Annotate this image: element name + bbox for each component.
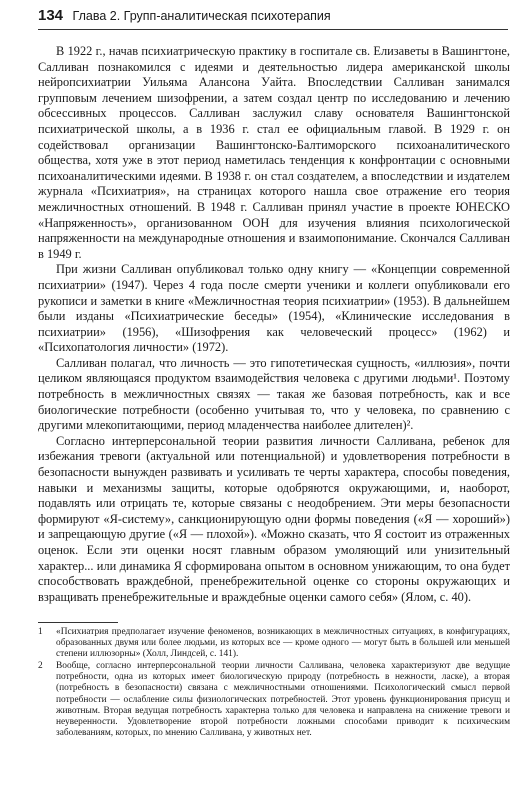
footnote-text: «Психиатрия предполагает изучение феноменов, возникающих в межличностных ситуациях, в конфигурациях, образованных двумя или более людьми, из которых все — кроме одного — могут быть в большей или меньшей степени иллюзорны» (Холл, Линдсей, с. 141). <box>56 627 510 660</box>
footnote-number: 2 <box>38 661 43 672</box>
paragraph: При жизни Салливан опубликовал только одну книгу — «Концепции современной психиатрии» (1947). Через 4 года после смерти ученики и коллеги опубликовали его рукописи и заметки в книге «Межличностная теория психиатрии» (1953). В дальнейшем были изданы «Психиатрические беседы» (1954), «Клинические исследования в психиатрии» (1956), «Шизофрения как человеческий процесс» (1962) и «Психопатология личности» (1972). <box>38 262 510 355</box>
footnote-text: Вообще, согласно интерперсональной теории личности Салливана, человека характеризуют две ведущие потребности, одна из которых имеет биологическую природу (потребность в нежности, ласке), а вторая (потребность в безопасности) связана с межличностными отношениями. Психологический смысл первой потребности — ослабление силы физиологических потребностей. Этот уровень функционирования присущ и животным. Вторая ведущая потребность характерна только для человека и направлена на снижение тревоги и неуверенности. Удовлетворение второй потребности ложными способами приводит к психическим заболеваниям, которых, по мнению Салливана, у животных нет. <box>56 661 510 738</box>
footnote-number: 1 <box>38 627 43 637</box>
footnote <box>38 661 510 739</box>
paragraph: Салливан полагал, что личность — это гипотетическая сущность, «иллюзия», почти целиком являющаяся продуктом взаимодействия человека с другими людьми¹. Поэтому потребность в межличностных связях — такая же базовая потребность, как и все биологические потребности (особенно учитывая то, что у человека, по сравнению с другими млекопитающими, период младенчества наиболее длителен)². <box>38 355 510 433</box>
footnote <box>38 627 510 660</box>
page-number: 134 <box>38 7 64 24</box>
footnotes <box>38 627 510 740</box>
paragraph: Согласно интерперсональной теории развития личности Салливана, ребенок для избежания тревоги (актуальной или потенциальной) и удовлетворения потребности в безопасности вынужден развивать и усиливать те черты характера, способы поведения, навыки и механизмы защиты, которые одобряются окружающими, и, наоборот, подавлять или отрицать те, которые связаны с неодобрением. Эти меры безопасности формируют «Я-систему», санкционирующую одни формы поведения («Я — хороший») и запрещающую другие («Я — плохой»). «Можно сказать, что Я состоит из отраженных оценок. Если эти оценки носят главным образом умоляющий или унизительный характер... или динамика Я сформирована опытом в основном унижающим, то она будет способствовать враждебной, пренебрежительной оценке со стороны окружающих и взращивать пренебрежительные и враждебные оценки самого себя» (Ялом, с. 40). <box>38 433 510 604</box>
footnote-separator <box>38 622 118 623</box>
running-header <box>38 7 508 30</box>
running-title: Глава 2. Групп-аналитическая психотерапия <box>72 9 331 23</box>
main-text <box>38 44 510 605</box>
paragraph: В 1922 г., начав психиатрическую практику в госпитале св. Елизаветы в Вашингтоне, Салливан познакомился с идеями и деятельностью лидера американской школы нейропсихиатрии Уильяма Алансона Уайта. Впоследствии Салливан занимался групповым лечением шизофрении, а затем создал центр по исследованию и лечению обсессивных процессов. Салливан заслужил славу основателя Вашингтонской психиатрической школы, а в 1936 г. стал ее официальным главой. В 1929 г. он содействовал организации Вашингтонско-Балтиморского психоаналитического общества, хотя уже в этот период наметилась тенденция к конфронтации с основными психоаналитическими идеями. В 1938 г. он стал создателем, а впоследствии и издателем журнала «Психиатрия», на страницах которого нашла свое отражение его теория межличностных отношений. В 1948 г. Салливан принял участие в проекте ЮНЕСКО «Напряженность», организованном ООН для изучения влияния психологической напряженности на международные отношения и взаимопонимание. Скончался Салливан в 1949 г. <box>38 44 510 261</box>
